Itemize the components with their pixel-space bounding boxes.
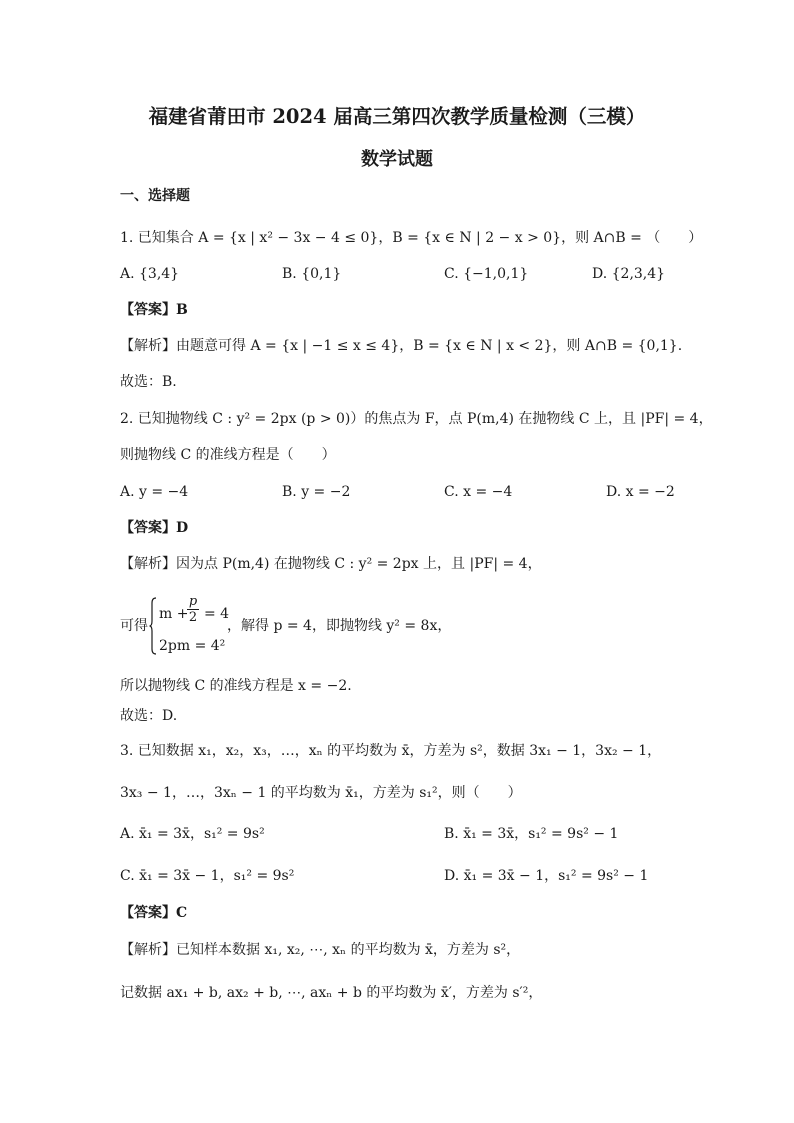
question-2-analysis-line-1: 【解析】因为点 P(m,4) 在抛物线 C : y² = 2px 上，且 |PF| = 4， bbox=[120, 556, 542, 572]
question-3-analysis-line-2: 记数据 ax₁ + b, ax₂ + b, ⋯, axₙ + b 的平均数为 x̄′，方差为 s′²， bbox=[120, 985, 543, 1001]
question-2-option-a: A. y = −4 bbox=[120, 484, 189, 500]
question-2-stem-line-1: 2. 已知抛物线 C : y² = 2px (p > 0)）的焦点为 F，点 P(m,4) 在抛物线 C 上，且 |PF| = 4， bbox=[120, 411, 713, 427]
section-heading: 一、选择题 bbox=[120, 188, 190, 204]
question-2-option-c: C. x = −4 bbox=[444, 484, 513, 500]
question-2-answer: 【答案】D bbox=[120, 520, 189, 536]
fraction-numerator: p bbox=[188, 594, 198, 609]
left-brace-icon bbox=[149, 597, 157, 655]
question-3-option-b: B. x̄₁ = 3x̄，s₁² = 9s² − 1 bbox=[444, 826, 619, 842]
question-2-analysis-line-3: 所以抛物线 C 的准线方程是 x = −2. bbox=[120, 678, 352, 694]
question-1-conclusion: 故选：B. bbox=[120, 374, 177, 390]
question-2-option-b: B. y = −2 bbox=[282, 484, 351, 500]
document-subtitle: 数学试题 bbox=[361, 149, 433, 170]
system-suffix: ，解得 p = 4，即抛物线 y² = 8x， bbox=[227, 618, 452, 634]
question-3-option-c: C. x̄₁ = 3x̄ − 1，s₁² = 9s² bbox=[120, 868, 295, 884]
question-1-option-b: B. {0,1} bbox=[282, 266, 342, 282]
question-1-option-a: A. {3,4} bbox=[120, 266, 180, 282]
system-prefix: 可得 bbox=[120, 618, 148, 634]
question-3-stem-line-1: 3. 已知数据 x₁，x₂，x₃，…，xₙ 的平均数为 x̄，方差为 s²，数据 3x₁ − 1，3x₂ − 1， bbox=[120, 743, 662, 759]
question-1-answer: 【答案】B bbox=[120, 302, 188, 318]
question-1-stem: 1. 已知集合 A = {x | x² − 3x − 4 ≤ 0}，B = {x ∈ N | 2 − x > 0}，则 A∩B = （ ） bbox=[120, 230, 703, 246]
question-3-option-d: D. x̄₁ = 3x̄ − 1，s₁² = 9s² − 1 bbox=[444, 868, 649, 884]
question-3-answer: 【答案】C bbox=[120, 905, 188, 921]
question-1-option-d: D. {2,3,4} bbox=[592, 266, 666, 282]
system-eq-2: 2pm = 4² bbox=[159, 638, 226, 654]
question-2-option-d: D. x = −2 bbox=[606, 484, 675, 500]
question-2-conclusion: 故选：D. bbox=[120, 708, 178, 724]
system-eq-1-left: m + bbox=[159, 606, 189, 622]
question-1-option-c: C. {−1,0,1} bbox=[444, 266, 529, 282]
document-title: 福建省莆田市 2024 届高三第四次教学质量检测（三模） bbox=[148, 105, 646, 128]
question-3-analysis-line-1: 【解析】已知样本数据 x₁, x₂, ⋯, xₙ 的平均数为 x̄，方差为 s²， bbox=[120, 942, 521, 958]
question-3-stem-line-2: 3x₃ − 1，…，3xₙ − 1 的平均数为 x̄₁，方差为 s₁²，则（ ） bbox=[120, 785, 522, 801]
question-3-option-a: A. x̄₁ = 3x̄，s₁² = 9s² bbox=[120, 826, 265, 842]
fraction-denominator: 2 bbox=[188, 610, 198, 625]
system-eq-1-right: = 4 bbox=[204, 606, 230, 622]
question-2-stem-line-2: 则抛物线 C 的准线方程是（ ） bbox=[120, 447, 336, 463]
question-1-analysis: 【解析】由题意可得 A = {x | −1 ≤ x ≤ 4}，B = {x ∈ N | x < 2}，则 A∩B = {0,1}. bbox=[120, 338, 683, 354]
system-fraction bbox=[187, 594, 199, 625]
